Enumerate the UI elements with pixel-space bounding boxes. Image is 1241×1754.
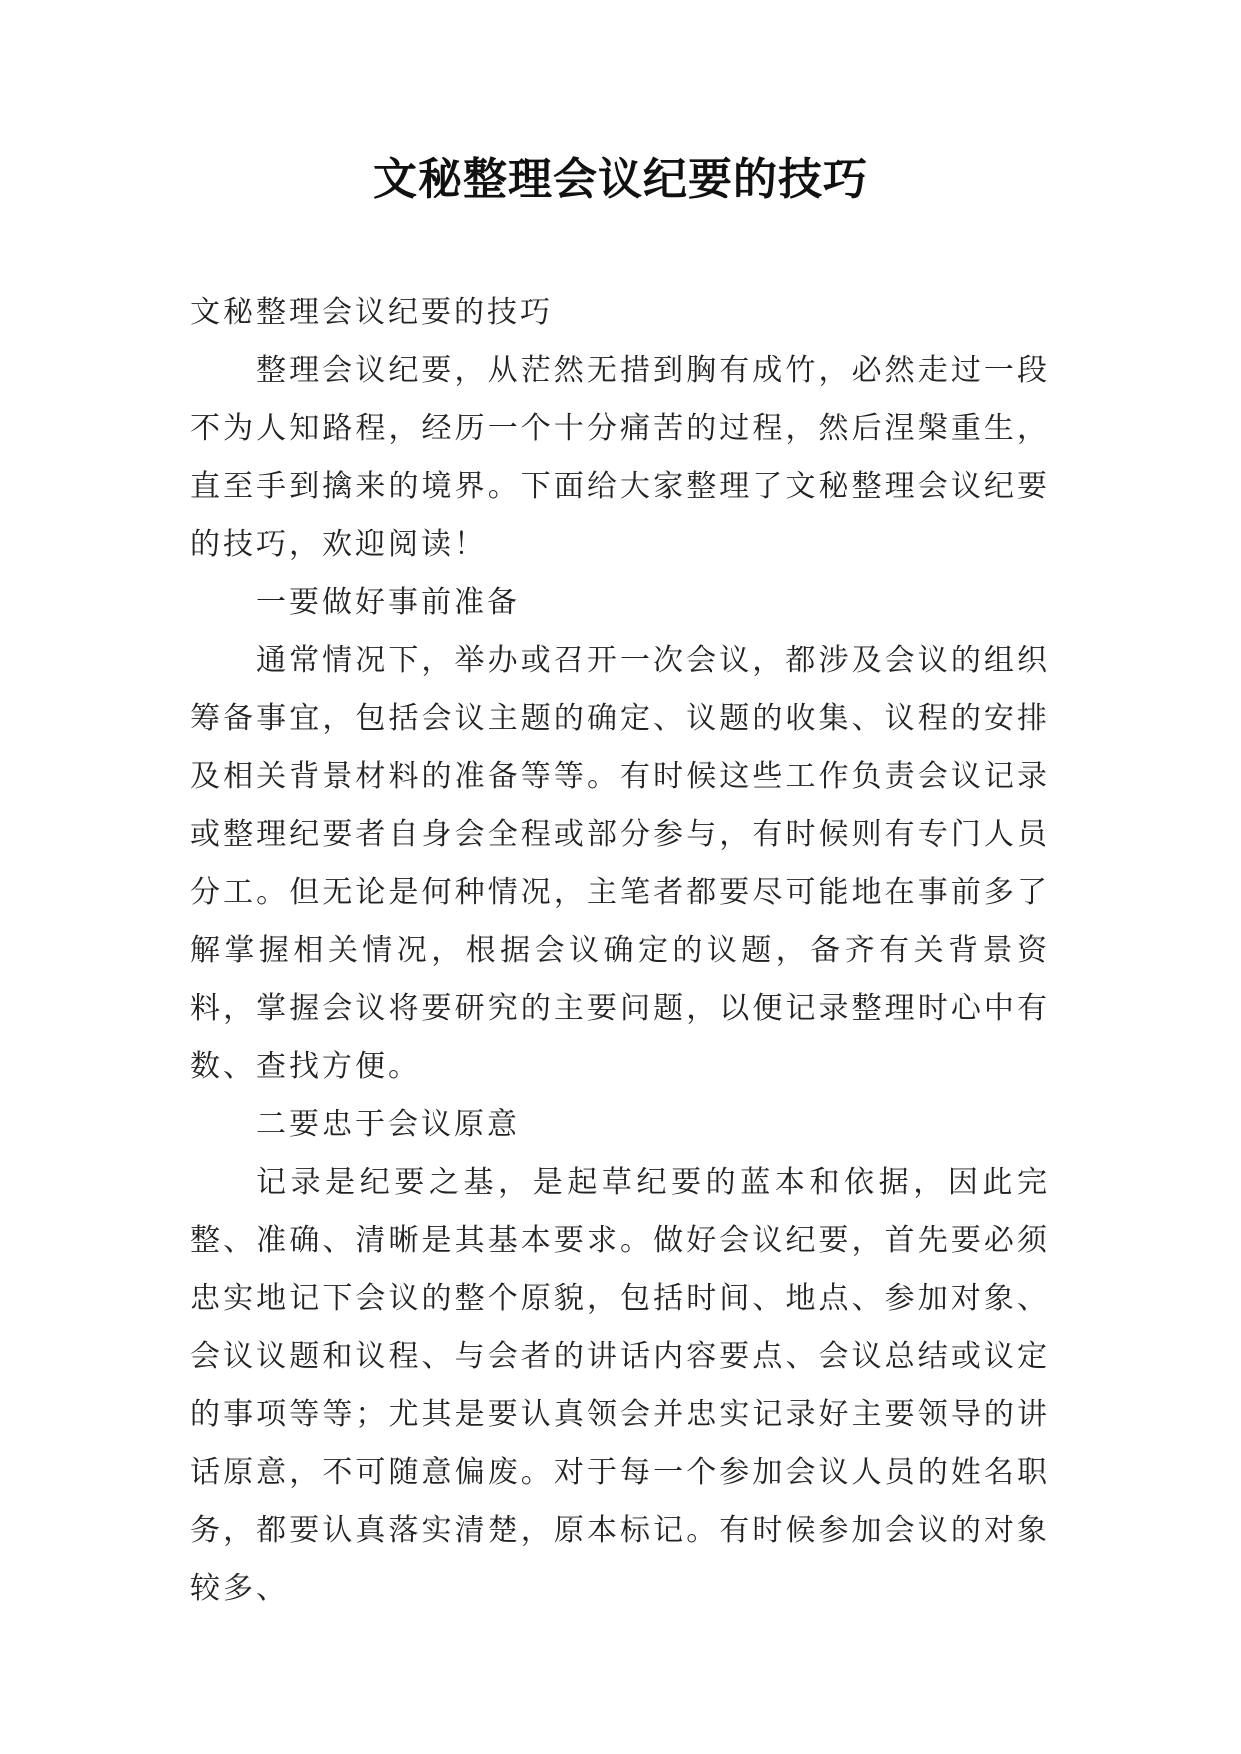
document-subtitle: 文秘整理会议纪要的技巧 bbox=[190, 295, 553, 330]
paragraph-preparation: 通常情况下，举办或召开一次会议，都涉及会议的组织筹备事宜，包括会议主题的确定、议题的收集、议程的安排及相关背景材料的准备等等。有时候这些工作负责会议记录或整理纪要者自身会全程或部分参与，有时候则有专门人员分工。但无论是何种情况，主笔者都要尽可能地在事前多了解掌握相关情况，根据会议确定的议题，备齐有关背景资料，掌握会议将要研究的主要问题，以便记录整理时心中有数、查找方便。 bbox=[190, 643, 1050, 1084]
document-title: 文秘整理会议纪要的技巧 bbox=[373, 154, 868, 205]
section-heading-2: 二要忠于会议原意 bbox=[256, 1107, 520, 1142]
paragraph-faithfulness: 记录是纪要之基，是起草纪要的蓝本和依据，因此完整、准确、清晰是其基本要求。做好会议纪要，首先要必须忠实地记下会议的整个原貌，包括时间、地点、参加对象、会议议题和议程、与会者的讲话内容要点、会议总结或议定的事项等等；尤其是要认真领会并忠实记录好主要领导的讲话原意，不可随意偏废。对于每一个参加会议人员的姓名职务，都要认真落实清楚，原本标记。有时候参加会议的对象较多、 bbox=[190, 1165, 1050, 1606]
section-heading-1: 一要做好事前准备 bbox=[256, 585, 520, 620]
document-body bbox=[190, 284, 1050, 1618]
paragraph-intro: 整理会议纪要，从茫然无措到胸有成竹，必然走过一段不为人知路程，经历一个十分痛苦的过程，然后涅槃重生，直至手到擒来的境界。下面给大家整理了文秘整理会议纪要的技巧，欢迎阅读！ bbox=[190, 353, 1050, 562]
